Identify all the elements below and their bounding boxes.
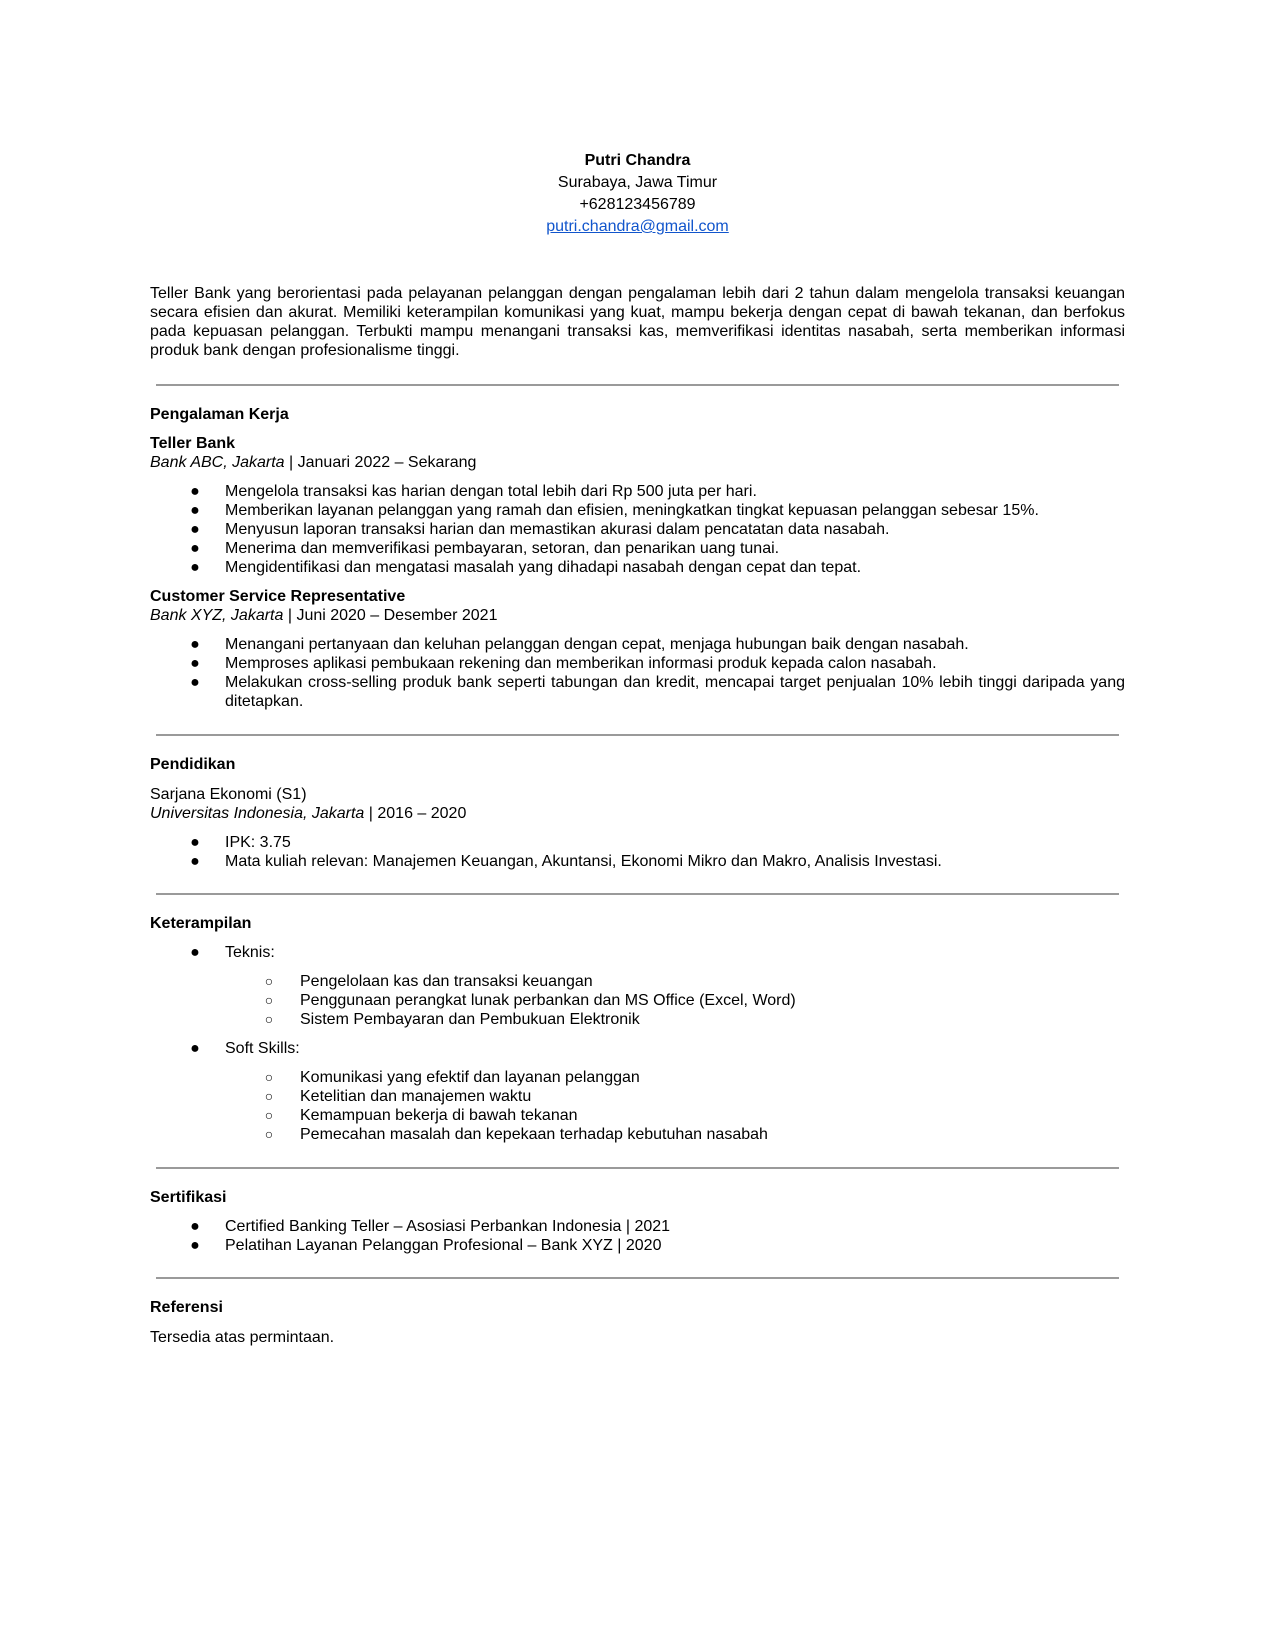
list-item: ● Mengelola transaksi kas harian dengan total lebih dari Rp 500 juta per hari. [150,482,1125,501]
job-title: Customer Service Representative [150,588,406,605]
section-title-education: Pendidikan [150,756,236,773]
job-bullets [150,482,1125,577]
job-meta [150,453,1125,472]
section-divider [156,893,1119,895]
bullet-icon: ● [190,521,200,538]
circle-bullet-icon: ○ [264,1069,274,1085]
certifications-list [150,1217,1125,1255]
circle-bullet-icon: ○ [264,992,274,1008]
bullet-icon: ● [190,853,200,870]
circle-bullet-icon: ○ [264,1107,274,1123]
skill-sublist [150,972,1125,1029]
bullet-icon: ● [190,1218,200,1235]
list-item: ○ Ketelitian dan manajemen waktu [150,1087,1125,1106]
education-meta [150,804,1125,823]
list-item: ● Memberikan layanan pelanggan yang ramah dan efisien, meningkatkan tingkat kepuasan pelanggan sebesar 15%. [150,501,1125,520]
list-item: ● Pelatihan Layanan Pelanggan Profesional – Bank XYZ | 2020 [150,1236,1125,1255]
bullet-icon: ● [190,636,200,653]
list-item: ● IPK: 3.75 [150,833,1125,852]
list-item: ○ Sistem Pembayaran dan Pembukuan Elektronik [150,1010,1125,1029]
professional-summary: Teller Bank yang berorientasi pada pelayanan pelanggan dengan pengalaman lebih dari 2 tahun dalam mengelola transaksi keuangan secara efisien dan akurat. Memiliki keterampilan komunikasi yang kuat, mampu bekerja dengan cepat di bawah tekanan, dan berfokus pada kepuasan pelanggan. Terbukti mampu menangani transaksi kas, memverifikasi identitas nasabah, serta memberikan informasi produk bank dengan profesionalisme tinggi. [150,285,1125,359]
bullet-icon: ● [190,834,200,851]
circle-bullet-icon: ○ [264,973,274,989]
list-item: ● Menyusun laporan transaksi harian dan memastikan akurasi dalam pencatatan data nasabah. [150,520,1125,539]
skills-section [150,914,1125,1144]
bullet-icon: ● [190,502,200,519]
circle-bullet-icon: ○ [264,1088,274,1104]
circle-bullet-icon: ○ [264,1126,274,1142]
list-item: ● Melakukan cross-selling produk bank seperti tabungan dan kredit, mencapai target penjualan 10% lebih tinggi daripada yang ditetapkan. [150,673,1125,711]
list-item: ○ Pengelolaan kas dan transaksi keuangan [150,972,1125,991]
skill-group-label: Teknis: [225,944,275,961]
bullet-icon: ● [190,655,200,672]
education-section [150,755,1125,871]
candidate-location: Surabaya, Jawa Timur [557,174,718,191]
list-item: ○ Pemecahan masalah dan kepekaan terhadap kebutuhan nasabah [150,1125,1125,1144]
job-entry [150,434,1125,577]
job-company: Bank ABC, Jakarta [150,454,285,471]
list-item: ● Memproses aplikasi pembukaan rekening dan memberikan informasi produk kepada calon nasabah. [150,654,1125,673]
list-item: ● Menangani pertanyaan dan keluhan pelanggan dengan cepat, menjaga hubungan baik dengan nasabah. [150,635,1125,654]
education-period: | 2016 – 2020 [364,805,467,822]
resume-header [150,150,1125,238]
candidate-email-link[interactable]: putri.chandra@gmail.com [546,218,729,235]
circle-bullet-icon: ○ [264,1011,274,1027]
resume-content [150,150,1125,1347]
section-title-references: Referensi [150,1299,223,1316]
bullet-icon: ● [190,540,200,557]
candidate-phone: +628123456789 [579,196,696,213]
list-item: ○ Penggunaan perangkat lunak perbankan dan MS Office (Excel, Word) [150,991,1125,1010]
skill-sublist [150,1068,1125,1144]
education-bullets [150,833,1125,871]
section-title-experience: Pengalaman Kerja [150,406,289,423]
list-item: ● Certified Banking Teller – Asosiasi Perbankan Indonesia | 2021 [150,1217,1125,1236]
list-item: ○ Komunikasi yang efektif dan layanan pelanggan [150,1068,1125,1087]
education-school: Universitas Indonesia, Jakarta [150,805,365,822]
skills-groups [150,943,1125,962]
references-section [150,1298,1125,1347]
bullet-icon: ● [190,1237,200,1254]
section-title-certifications: Sertifikasi [150,1189,227,1206]
job-company: Bank XYZ, Jakarta [150,607,284,624]
list-item: ● Menerima dan memverifikasi pembayaran, setoran, dan penarikan uang tunai. [150,539,1125,558]
candidate-name: Putri Chandra [584,152,691,169]
list-item [150,1039,1125,1058]
section-divider [156,734,1119,736]
education-degree: Sarjana Ekonomi (S1) [150,786,307,803]
bullet-icon: ● [190,559,200,576]
bullet-icon: ● [190,944,200,961]
list-item: ○ Kemampuan bekerja di bawah tekanan [150,1106,1125,1125]
certifications-section [150,1188,1125,1255]
section-title-skills: Keterampilan [150,915,252,932]
section-divider [156,1167,1119,1169]
list-item [150,943,1125,962]
job-period: | Januari 2022 – Sekarang [284,454,477,471]
section-divider [156,1277,1119,1279]
job-title: Teller Bank [150,435,236,452]
bullet-icon: ● [190,483,200,500]
bullet-icon: ● [190,674,200,691]
job-meta [150,606,1125,625]
skills-groups [150,1039,1125,1058]
job-period: | Juni 2020 – Desember 2021 [283,607,498,624]
references-text: Tersedia atas permintaan. [150,1329,335,1346]
job-bullets [150,635,1125,711]
experience-section [150,405,1125,711]
list-item: ● Mengidentifikasi dan mengatasi masalah yang dihadapi nasabah dengan cepat dan tepat. [150,558,1125,577]
skill-group-label: Soft Skills: [225,1040,300,1057]
section-divider [156,384,1119,386]
job-entry [150,587,1125,711]
list-item: ● Mata kuliah relevan: Manajemen Keuangan, Akuntansi, Ekonomi Mikro dan Makro, Analisis Investasi. [150,852,1125,871]
bullet-icon: ● [190,1040,200,1057]
